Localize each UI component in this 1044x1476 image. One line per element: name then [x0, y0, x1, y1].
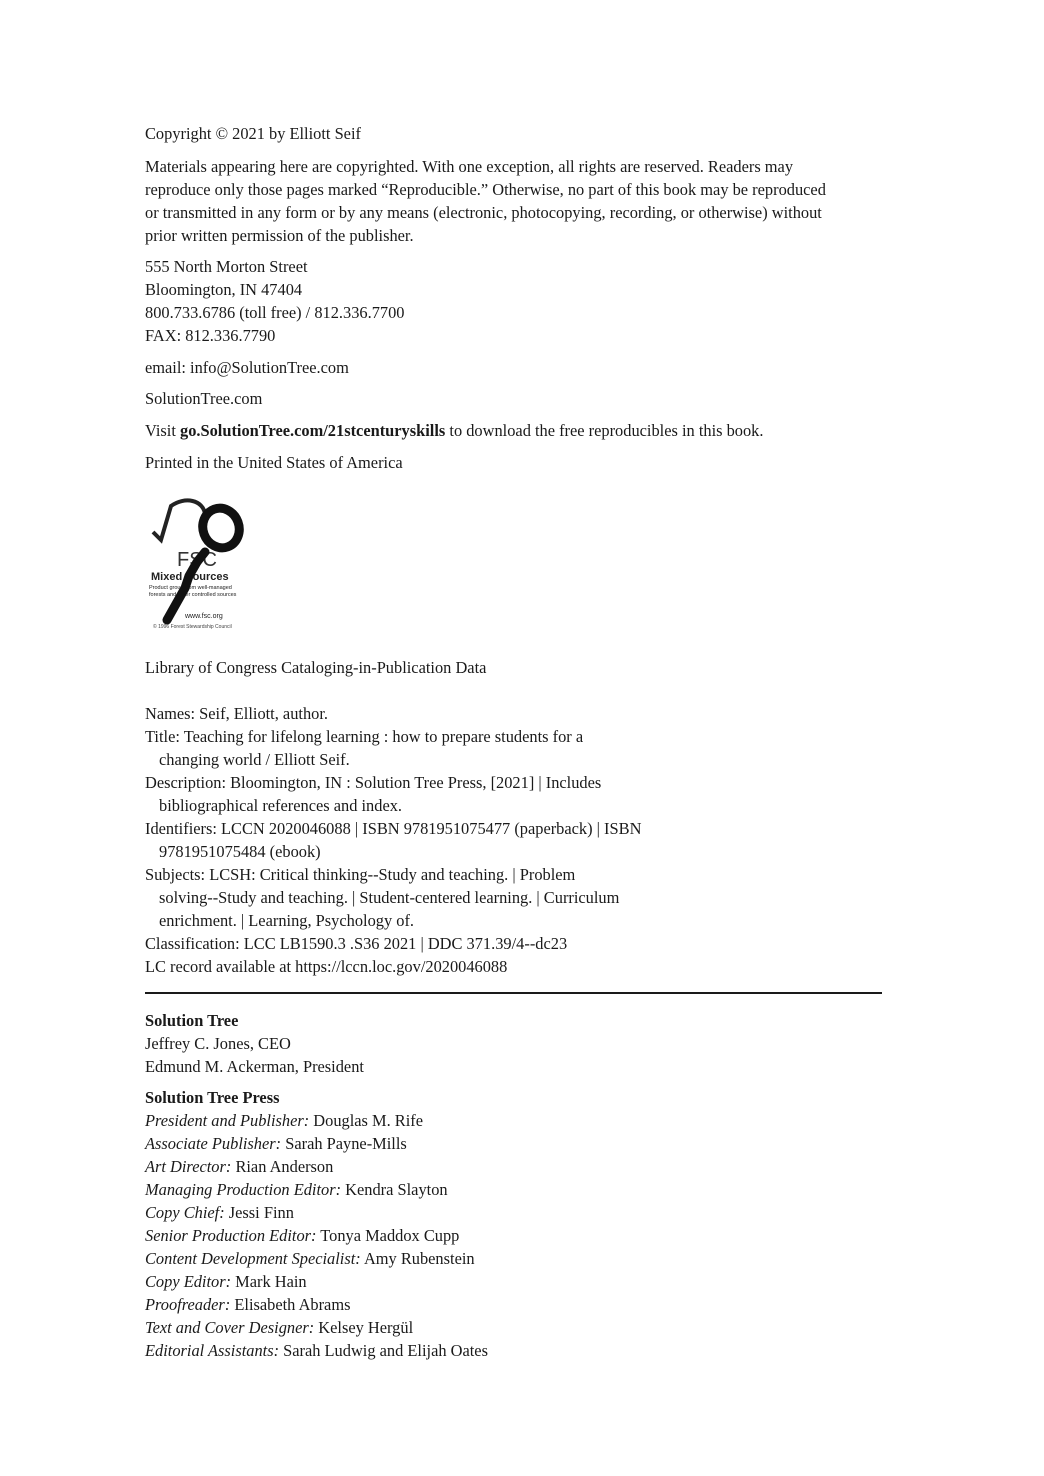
staff-role: Text and Cover Designer:: [145, 1318, 315, 1337]
cip-line: Names: Seif, Elliott, author.: [145, 704, 329, 723]
section-divider: [145, 992, 882, 994]
rights-line: reproduce only those pages marked “Reproducible.” Otherwise, no part of this book may be reproduced: [145, 180, 826, 199]
publisher-address: [145, 255, 885, 347]
staff-role: Content Development Specialist:: [145, 1249, 361, 1268]
staff-role: Managing Production Editor:: [145, 1180, 342, 1199]
staff-name: Elisabeth Abrams: [230, 1295, 351, 1314]
staff-name: Sarah Ludwig and Elijah Oates: [279, 1341, 488, 1360]
staff-role: Copy Editor:: [145, 1272, 232, 1291]
address-city: Bloomington, IN 47404: [145, 280, 303, 299]
address-fax: FAX: 812.336.7790: [145, 326, 276, 345]
fsc-council-text: © 1996 Forest Stewardship Council: [153, 624, 232, 630]
staff-name: Kendra Slayton: [341, 1180, 448, 1199]
staff-line: [145, 1201, 885, 1224]
address-street: 555 North Morton Street: [145, 257, 308, 276]
staff-role: Copy Chief:: [145, 1203, 225, 1222]
printed-line: [145, 451, 885, 474]
fsc-text: FSC: [177, 549, 217, 571]
staff-line: [145, 1293, 885, 1316]
rights-paragraph: [145, 155, 885, 247]
staff-line: [145, 1155, 885, 1178]
executive-line: Jeffrey C. Jones, CEO: [145, 1034, 291, 1053]
staff-role: Senior Production Editor:: [145, 1226, 317, 1245]
staff-role: Art Director:: [145, 1157, 232, 1176]
cip-line: enrichment. | Learning, Psychology of.: [159, 911, 414, 930]
staff-name: Sarah Payne-Mills: [281, 1134, 407, 1153]
staff-line: [145, 1178, 885, 1201]
website-line: [145, 387, 885, 410]
visit-suffix: to download the free reproducibles in this book.: [445, 421, 764, 440]
fsc-forests-text: forests and other controlled sources: [149, 592, 237, 598]
reproducibles-link[interactable]: go.SolutionTree.com/21stcenturyskills: [180, 421, 446, 440]
staff-line: [145, 1247, 885, 1270]
staff-role: Editorial Assistants:: [145, 1341, 280, 1360]
visit-line: [145, 419, 885, 442]
solution-tree-heading: Solution Tree: [145, 1011, 239, 1030]
email-line: [145, 356, 885, 379]
staff-role: Associate Publisher:: [145, 1134, 282, 1153]
cip-heading: Library of Congress Cataloging-in-Publication Data: [145, 658, 487, 677]
cip-line: Title: Teaching for lifelong learning : how to prepare students for a: [145, 727, 584, 746]
staff-line: [145, 1270, 885, 1293]
rights-line: or transmitted in any form or by any means (electronic, photocopying, recording, or otherwise) without: [145, 203, 822, 222]
executive-line: Edmund M. Ackerman, President: [145, 1057, 364, 1076]
fsc-product-text: Product group from well-managed: [149, 585, 232, 591]
email-text: email: info@SolutionTree.com: [145, 358, 349, 377]
staff-name: Mark Hain: [231, 1272, 307, 1291]
staff-line: [145, 1132, 885, 1155]
copyright-text: Copyright © 2021 by Elliott Seif: [145, 124, 361, 143]
press-section: [145, 1086, 885, 1362]
cip-line: 9781951075484 (ebook): [159, 842, 321, 861]
fsc-url-text: www.fsc.org: [185, 613, 223, 620]
cip-line: LC record available at https://lccn.loc.gov/2020046088: [145, 957, 508, 976]
cip-line: Identifiers: LCCN 2020046088 | ISBN 9781951075477 (paperback) | ISBN: [145, 819, 642, 838]
staff-line: [145, 1109, 885, 1132]
cip-line: bibliographical references and index.: [159, 796, 403, 815]
staff-name: Kelsey Hergül: [314, 1318, 414, 1337]
staff-name: Amy Rubenstein: [360, 1249, 475, 1268]
staff-role: President and Publisher:: [145, 1111, 310, 1130]
cip-line: Subjects: LCSH: Critical thinking--Study and teaching. | Problem: [145, 865, 576, 884]
staff-name: Tonya Maddox Cupp: [316, 1226, 460, 1245]
solution-tree-section: [145, 1009, 885, 1078]
fsc-logo-icon: [145, 492, 257, 632]
staff-name: Douglas M. Rife: [309, 1111, 424, 1130]
cip-data: [145, 702, 885, 978]
rights-line: prior written permission of the publisher.: [145, 226, 414, 245]
press-heading: Solution Tree Press: [145, 1088, 280, 1107]
cip-line: Description: Bloomington, IN : Solution Tree Press, [2021] | Includes: [145, 773, 602, 792]
address-phone: 800.733.6786 (toll free) / 812.336.7700: [145, 303, 405, 322]
staff-role: Proofreader:: [145, 1295, 231, 1314]
rights-line: Materials appearing here are copyrighted. With one exception, all rights are reserved. Readers may: [145, 157, 794, 176]
staff-name: Rian Anderson: [231, 1157, 334, 1176]
copyright-line: [145, 122, 885, 145]
cip-heading-line: [145, 656, 885, 679]
cip-line: changing world / Elliott Seif.: [159, 750, 350, 769]
fsc-mixed-text: Mixed Sources: [151, 571, 229, 583]
staff-name: Jessi Finn: [224, 1203, 294, 1222]
printed-text: Printed in the United States of America: [145, 453, 403, 472]
cip-line: Classification: LCC LB1590.3 .S36 2021 | DDC 371.39/4--dc23: [145, 934, 568, 953]
staff-line: [145, 1339, 885, 1362]
staff-line: [145, 1316, 885, 1339]
website-text: SolutionTree.com: [145, 389, 263, 408]
visit-prefix: Visit: [145, 421, 180, 440]
staff-line: [145, 1224, 885, 1247]
fsc-mixed-sources-logo: [145, 492, 257, 632]
cip-line: solving--Study and teaching. | Student-centered learning. | Curriculum: [159, 888, 620, 907]
